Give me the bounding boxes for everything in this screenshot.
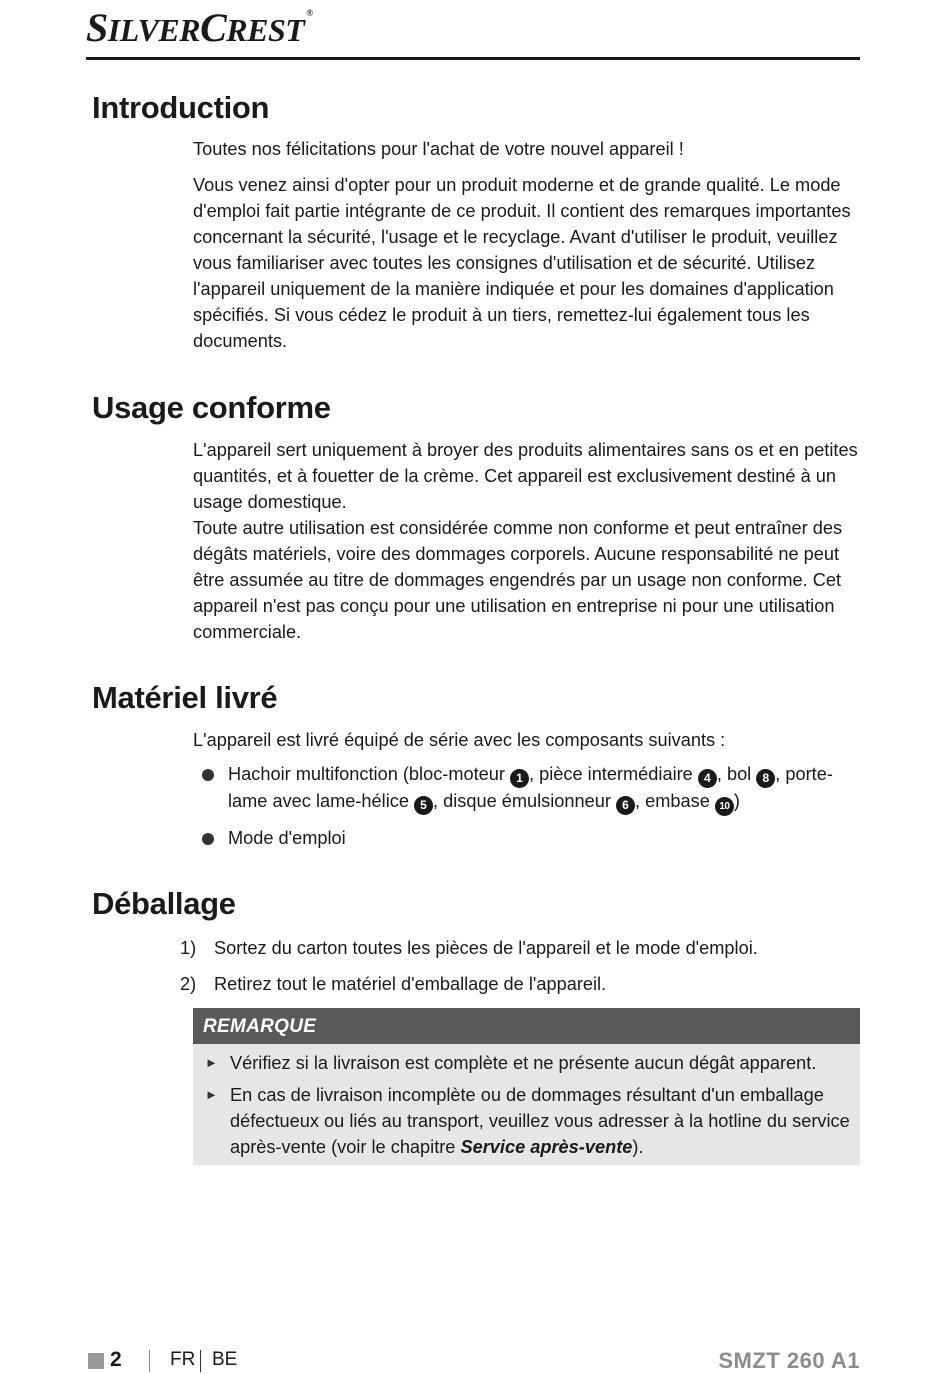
bullet-icon <box>202 769 214 781</box>
part-number-badge: 8 <box>756 769 775 788</box>
section-title-materiel: Matériel livré <box>92 680 278 715</box>
brand-letters: ILVER <box>107 12 201 48</box>
note-text: En cas de livraison incomplète ou de dommages résultant d'un emballage défectueux ou liés au transport, veuillez vous adresser à la hotline du service après-vente (voir le chapitre <box>230 1085 850 1157</box>
page-number: 2 <box>110 1348 122 1371</box>
brand-letters: REST <box>226 12 305 48</box>
section-title-usage: Usage conforme <box>92 390 331 425</box>
arrow-icon: ► <box>205 1055 218 1070</box>
materiel-list <box>200 761 840 861</box>
part-number-badge: 6 <box>616 796 635 815</box>
item-text: , pièce intermédiaire <box>529 764 698 784</box>
materiel-intro: L'appareil est livré équipé de série avec les composants suivants : <box>193 730 726 750</box>
note-items <box>193 1044 860 1160</box>
part-number-badge: 10 <box>715 797 734 816</box>
step-text: Sortez du carton toutes les pièces de l'appareil et le mode d'emploi. <box>214 938 758 958</box>
list-item <box>200 761 840 816</box>
brand-logo <box>86 4 313 51</box>
item-text: , disque émulsionneur <box>433 791 616 811</box>
note-item <box>203 1050 850 1076</box>
list-item <box>200 825 840 852</box>
note-heading: REMARQUE <box>193 1008 860 1044</box>
introduction-body <box>193 136 861 364</box>
deballage-steps <box>180 935 860 1007</box>
square-marker-icon <box>88 1353 104 1369</box>
section-title-deballage: Déballage <box>92 886 236 921</box>
paragraph: L'appareil sert uniquement à broyer des produits alimentaires sans os et en petites quantités, et à fouetter de la crème. Cet appareil est exclusivement destiné à un usage domestique. <box>193 440 858 512</box>
chapter-reference: Service après-vente <box>460 1137 633 1157</box>
part-number-badge: 5 <box>414 796 433 815</box>
arrow-icon: ► <box>205 1087 218 1102</box>
item-text: ) <box>733 791 740 811</box>
item-text: , embase <box>635 791 715 811</box>
divider <box>149 1350 150 1372</box>
brand-letter: C <box>200 5 227 50</box>
step-item <box>180 935 860 961</box>
section-title-introduction: Introduction <box>92 90 270 125</box>
step-number: 2) <box>180 974 197 994</box>
paragraph: Vous venez ainsi d'opter pour un produit moderne et de grande qualité. Le mode d'emploi fait partie intégrante de ce produit. Il contient des remarques importantes concernant la sécurité, l'usage et le recyclage. Avant d'utiliser le produit, veuillez vous familiariser avec toutes les consignes d'utilisation et de sécurité. Utilisez l'appareil uniquement de la manière indiquée et pour les domaines d'application spécifiés. Si vous cédez le produit à un tiers, remettez-lui également tous les documents. <box>193 175 851 351</box>
part-number-badge: 4 <box>698 769 717 788</box>
usage-body <box>193 437 861 645</box>
item-text: , bol <box>716 764 757 784</box>
note-box <box>193 1008 860 1165</box>
language-code: FR <box>170 1349 196 1370</box>
model-number: SMZT 260 A1 <box>718 1348 860 1373</box>
brand-letter: S <box>86 5 108 50</box>
item-text: Mode d'emploi <box>228 828 346 848</box>
item-text: Hachoir multifonction (bloc-moteur <box>228 764 511 784</box>
part-number-badge: 1 <box>510 769 529 788</box>
paragraph: Toutes nos félicitations pour l'achat de votre nouvel appareil ! <box>193 139 684 159</box>
step-number: 1) <box>180 938 197 958</box>
header-rule <box>86 57 860 60</box>
note-text: Vérifiez si la livraison est complète et ne présente aucun dégât apparent. <box>230 1053 817 1073</box>
step-item <box>180 971 860 997</box>
divider <box>200 1350 201 1372</box>
item-text: , porte-lame avec lame-hélice <box>228 764 833 811</box>
paragraph: Toute autre utilisation est considérée comme non conforme et peut entraîner des dégâts matériels, voire des dommages corporels. Aucune responsabilité ne peut être assumée au titre de dommages engendrés par un usage non conforme. Cet appareil n'est pas conçu pour une utilisation en entreprise ni pour une utilisation commerciale. <box>193 518 843 642</box>
bullet-icon <box>202 833 214 845</box>
page-footer <box>86 1346 860 1374</box>
country-code: BE <box>212 1349 238 1370</box>
note-item <box>203 1082 850 1160</box>
registered-mark: ® <box>306 8 313 18</box>
step-text: Retirez tout le matériel d'emballage de l'appareil. <box>214 974 607 994</box>
note-text: ). <box>632 1137 644 1157</box>
